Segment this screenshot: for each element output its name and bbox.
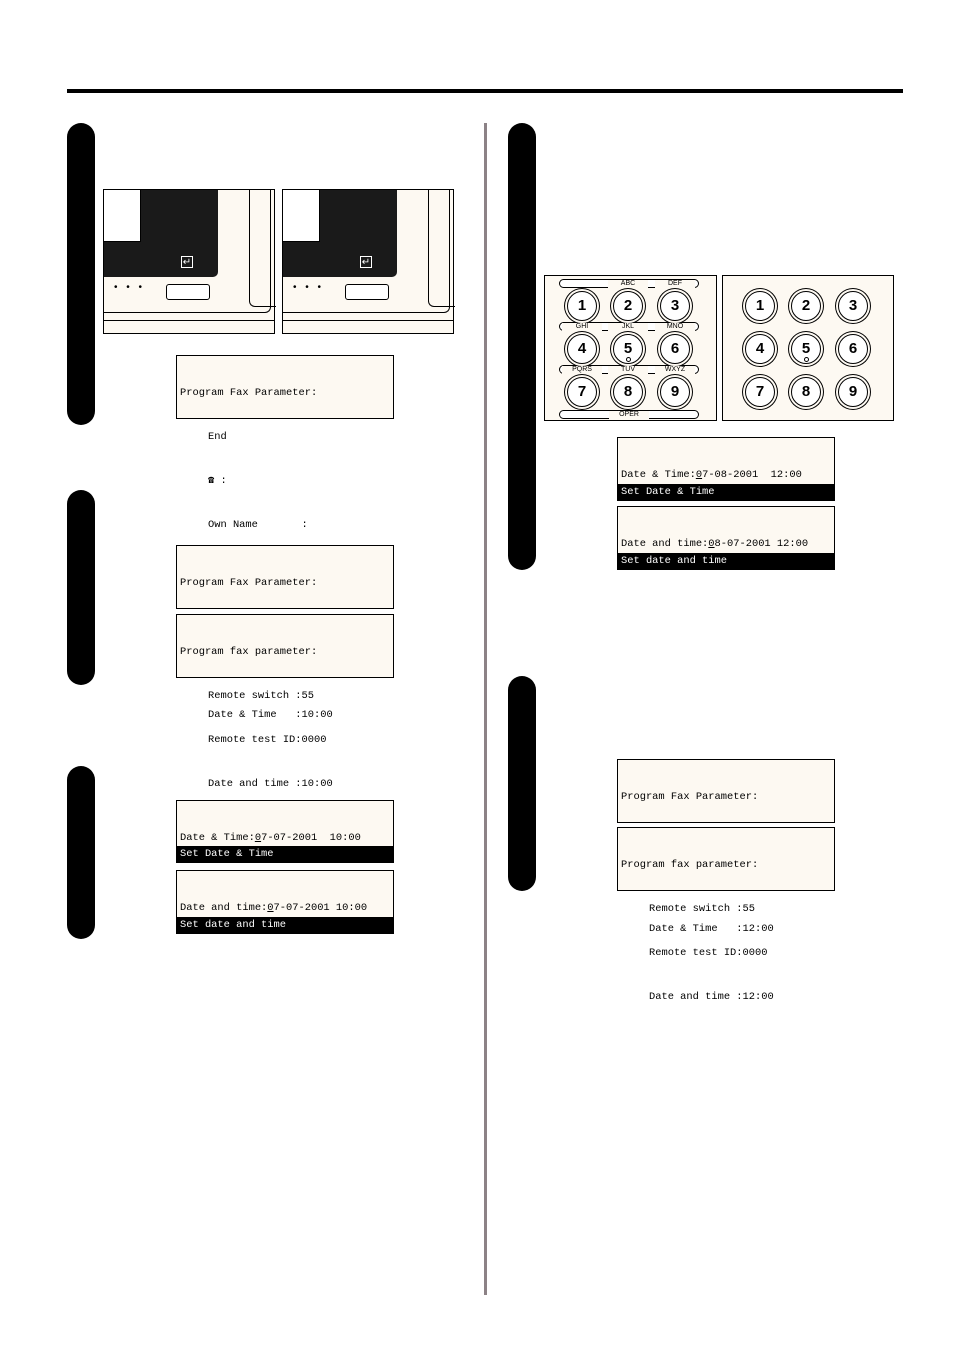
keypad-key-3[interactable]: 3 [838, 291, 868, 321]
enter-icon: ↵ [361, 257, 371, 268]
panel-edge-outer [283, 190, 450, 313]
lcd-footer: Set Date & Time [618, 484, 834, 500]
lcd-line: ☎ : [208, 474, 227, 487]
lcd-date-value: 7-08-2001 12:00 [702, 469, 802, 482]
lcd-title: Program Fax Parameter: [180, 387, 318, 400]
lcd-title: Program fax parameter: [180, 646, 318, 659]
panel-base-line [283, 320, 453, 321]
keypad-letters-6: MNO [655, 323, 695, 331]
lcd-cursor: 0 [254, 832, 262, 845]
panel-dots: • • • [114, 282, 146, 293]
keypad-letters-3: DEF [655, 280, 695, 288]
numeric-keypad [722, 275, 894, 421]
lcd-footer: Set date and time [177, 917, 393, 933]
keypad-key-6[interactable]: 6 [660, 334, 690, 364]
panel-dots: • • • [293, 282, 325, 293]
lcd-line: Remote test ID:0000 [208, 733, 327, 746]
keypad-letters-7: PQRS [562, 366, 602, 374]
keypad-key-9[interactable]: 9 [660, 377, 690, 407]
lcd-date-value: 7-07-2001 10:00 [261, 832, 361, 845]
keypad-key-7[interactable]: 7 [567, 377, 597, 407]
key-5-tactile-dot [626, 357, 631, 362]
step-marker-4 [508, 123, 536, 570]
keypad-key-5[interactable]: 5 [791, 334, 821, 364]
keypad-letters-2: ABC [608, 280, 648, 288]
lcd-date-label: Date & Time: [621, 469, 696, 482]
lcd-cursor: 0 [695, 469, 703, 482]
control-panel-illustration [103, 189, 275, 334]
step-marker-5 [508, 676, 536, 891]
lcd-date-label: Date & Time: [180, 832, 255, 845]
lcd-date-line [180, 831, 393, 846]
lcd-cursor: 0 [267, 902, 274, 915]
keypad-key-6[interactable]: 6 [838, 334, 868, 364]
panel-base-line [104, 320, 274, 321]
lcd-line: Remote test ID:0000 [649, 946, 768, 959]
lcd-date-value: 7-07-2001 10:00 [273, 902, 368, 915]
lcd-title: Program Fax Parameter: [621, 791, 759, 804]
lcd-title: Program Fax Parameter: [180, 577, 318, 590]
top-rule [67, 89, 903, 93]
numeric-keypad-lettered [544, 275, 717, 421]
lcd-date-line [180, 901, 393, 916]
lcd-title: Program fax parameter: [621, 859, 759, 872]
lcd-cursor: 0 [708, 538, 715, 551]
lcd-date-value: 8-07-2001 12:00 [714, 538, 809, 551]
step-marker-1 [67, 123, 95, 425]
step-marker-3 [67, 766, 95, 939]
lcd-date-time-updated-alt [617, 506, 835, 570]
lcd-date-label: Date and time: [621, 538, 709, 551]
lcd-date-time-updated [617, 437, 835, 501]
step-marker-2 [67, 490, 95, 685]
lcd-date-line [621, 468, 834, 483]
lcd-date-line [621, 537, 834, 552]
lcd-line: Date and time :10:00 [208, 777, 333, 790]
keypad-letters-5: JKL [608, 323, 648, 331]
keypad-key-4[interactable]: 4 [745, 334, 775, 364]
lcd-line: End [208, 430, 227, 443]
keypad-oper-label: OPER [609, 411, 649, 419]
lcd-footer: Set date and time [618, 553, 834, 569]
lcd-date-time [176, 800, 394, 863]
keypad-key-1[interactable]: 1 [745, 291, 775, 321]
lcd-footer: Set Date & Time [177, 846, 393, 862]
key-5-tactile-dot [804, 357, 809, 362]
column-divider [484, 123, 487, 1295]
keypad-letters-9: WXYZ [655, 366, 695, 374]
keypad-key-2[interactable]: 2 [791, 291, 821, 321]
keypad-key-7[interactable]: 7 [745, 377, 775, 407]
lcd-line: Remote switch :55 [649, 902, 756, 915]
keypad-key-8[interactable]: 8 [613, 377, 643, 407]
lcd-line: Date & Time :12:00 [649, 922, 774, 935]
lcd-date-label: Date and time: [180, 902, 268, 915]
keypad-key-3[interactable]: 3 [660, 291, 690, 321]
keypad-key-8[interactable]: 8 [791, 377, 821, 407]
lcd-line: Remote switch :55 [208, 689, 315, 702]
lcd-line: Date & Time :10:00 [208, 708, 333, 721]
control-panel-illustration-alt [282, 189, 454, 334]
lcd-program-fax-end [176, 355, 394, 531]
enter-icon: ↵ [182, 257, 192, 268]
keypad-key-5[interactable]: 5 [613, 334, 643, 364]
lcd-line: Own Name : [208, 518, 308, 531]
keypad-key-1[interactable]: 1 [567, 291, 597, 321]
lcd-line: Date and time :12:00 [649, 990, 774, 1003]
keypad-key-4[interactable]: 4 [567, 334, 597, 364]
keypad-key-2[interactable]: 2 [613, 291, 643, 321]
keypad-letters-8: TUV [608, 366, 648, 374]
keypad-letters-4: GHI [562, 323, 602, 331]
keypad-key-9[interactable]: 9 [838, 377, 868, 407]
panel-edge-outer [104, 190, 271, 313]
lcd-date-time-alt [176, 870, 394, 934]
